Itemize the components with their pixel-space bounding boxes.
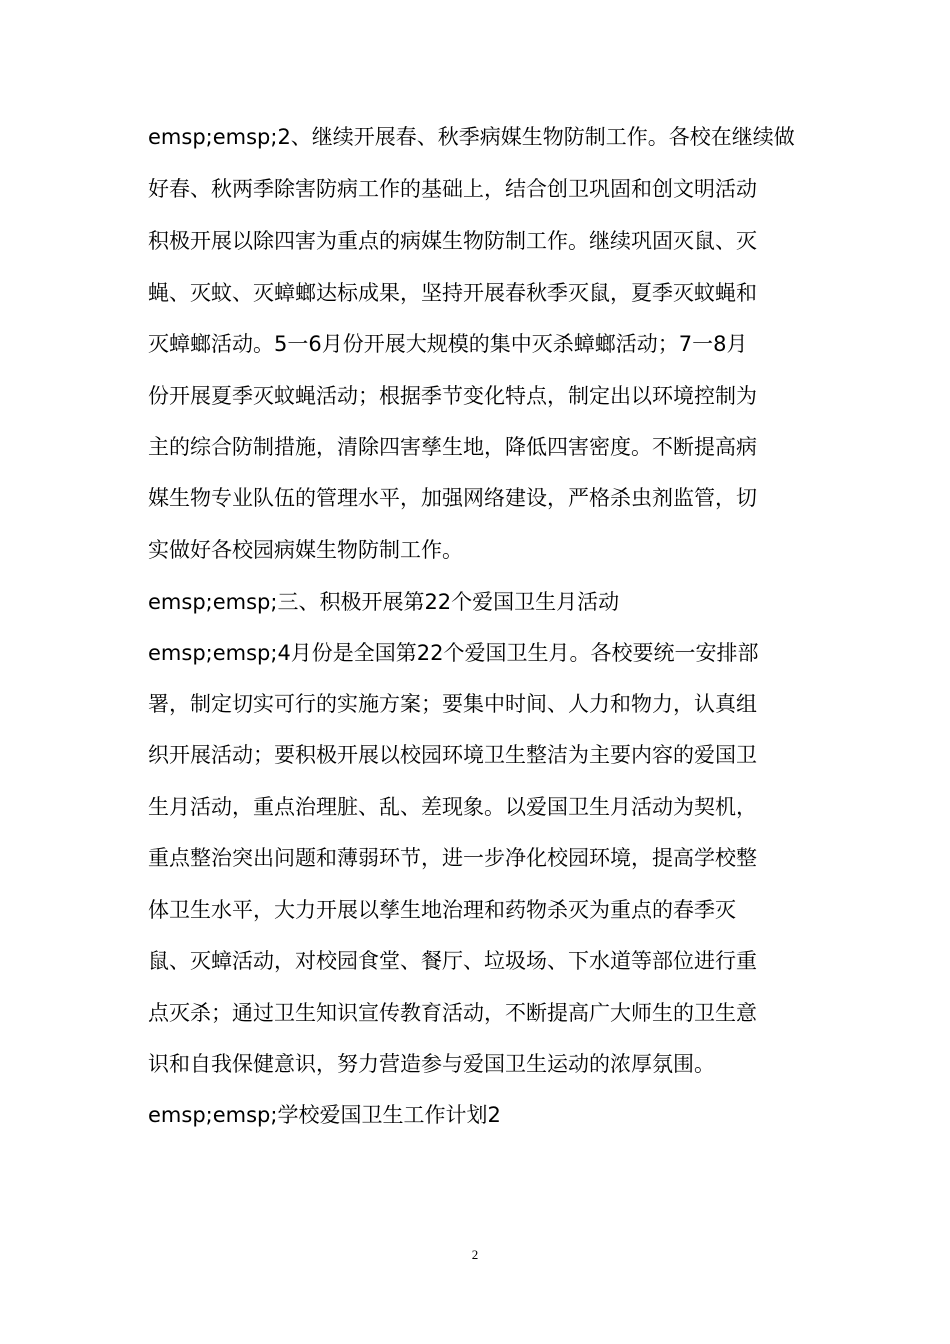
paragraph-line: 份开展夏季灭蚊蝇活动；根据季节变化特点，制定出以环境控制为 [148, 384, 757, 408]
paragraph-line: 鼠、灭蟑活动，对校园食堂、餐厅、垃圾场、下水道等部位进行重 [148, 949, 757, 973]
paragraph-line: 织开展活动；要积极开展以校园环境卫生整洁为主要内容的爱国卫 [148, 743, 757, 767]
paragraph-line: 实做好各校园病媒生物防制工作。 [148, 538, 463, 562]
page-number: 2 [471, 1247, 479, 1262]
paragraph-line: 生月活动，重点治理脏、乱、差现象。以爱国卫生月活动为契机， [148, 795, 757, 819]
section-heading: emsp;emsp;学校爱国卫生工作计划2 [148, 1103, 501, 1127]
paragraph-line: 积极开展以除四害为重点的病媒生物防制工作。继续巩固灭鼠、灭 [148, 229, 757, 253]
paragraph-line: 点灭杀；通过卫生知识宣传教育活动，不断提高广大师生的卫生意 [148, 1001, 757, 1025]
paragraph-line: emsp;emsp;4月份是全国第22个爱国卫生月。各校要统一安排部 [148, 641, 759, 665]
paragraph-line: 主的综合防制措施，清除四害孳生地，降低四害密度。不断提高病 [148, 435, 757, 459]
paragraph-line: 识和自我保健意识，努力营造参与爱国卫生运动的浓厚氛围。 [148, 1052, 715, 1076]
paragraph-line: emsp;emsp;2、继续开展春、秋季病媒生物防制工作。各校在继续做 [148, 125, 795, 149]
paragraph-line: 灭蟑螂活动。5一6月份开展大规模的集中灭杀蟑螂活动；7一8月 [148, 332, 748, 356]
paragraph-line: 媒生物专业队伍的管理水平，加强网络建设，严格杀虫剂监管，切 [148, 486, 757, 510]
paragraph-line: 署，制定切实可行的实施方案；要集中时间、人力和物力，认真组 [148, 692, 757, 716]
paragraph-line: 体卫生水平，大力开展以孳生地治理和药物杀灭为重点的春季灭 [148, 898, 736, 922]
paragraph-line: 蝇、灭蚊、灭蟑螂达标成果，坚持开展春秋季灭鼠，夏季灭蚊蝇和 [148, 281, 757, 305]
paragraph-line: 好春、秋两季除害防病工作的基础上，结合创卫巩固和创文明活动 [148, 177, 757, 201]
paragraph-line: 重点整治突出问题和薄弱环节，进一步净化校园环境，提高学校整 [148, 846, 757, 870]
section-heading: emsp;emsp;三、积极开展第22个爱国卫生月活动 [148, 590, 620, 614]
